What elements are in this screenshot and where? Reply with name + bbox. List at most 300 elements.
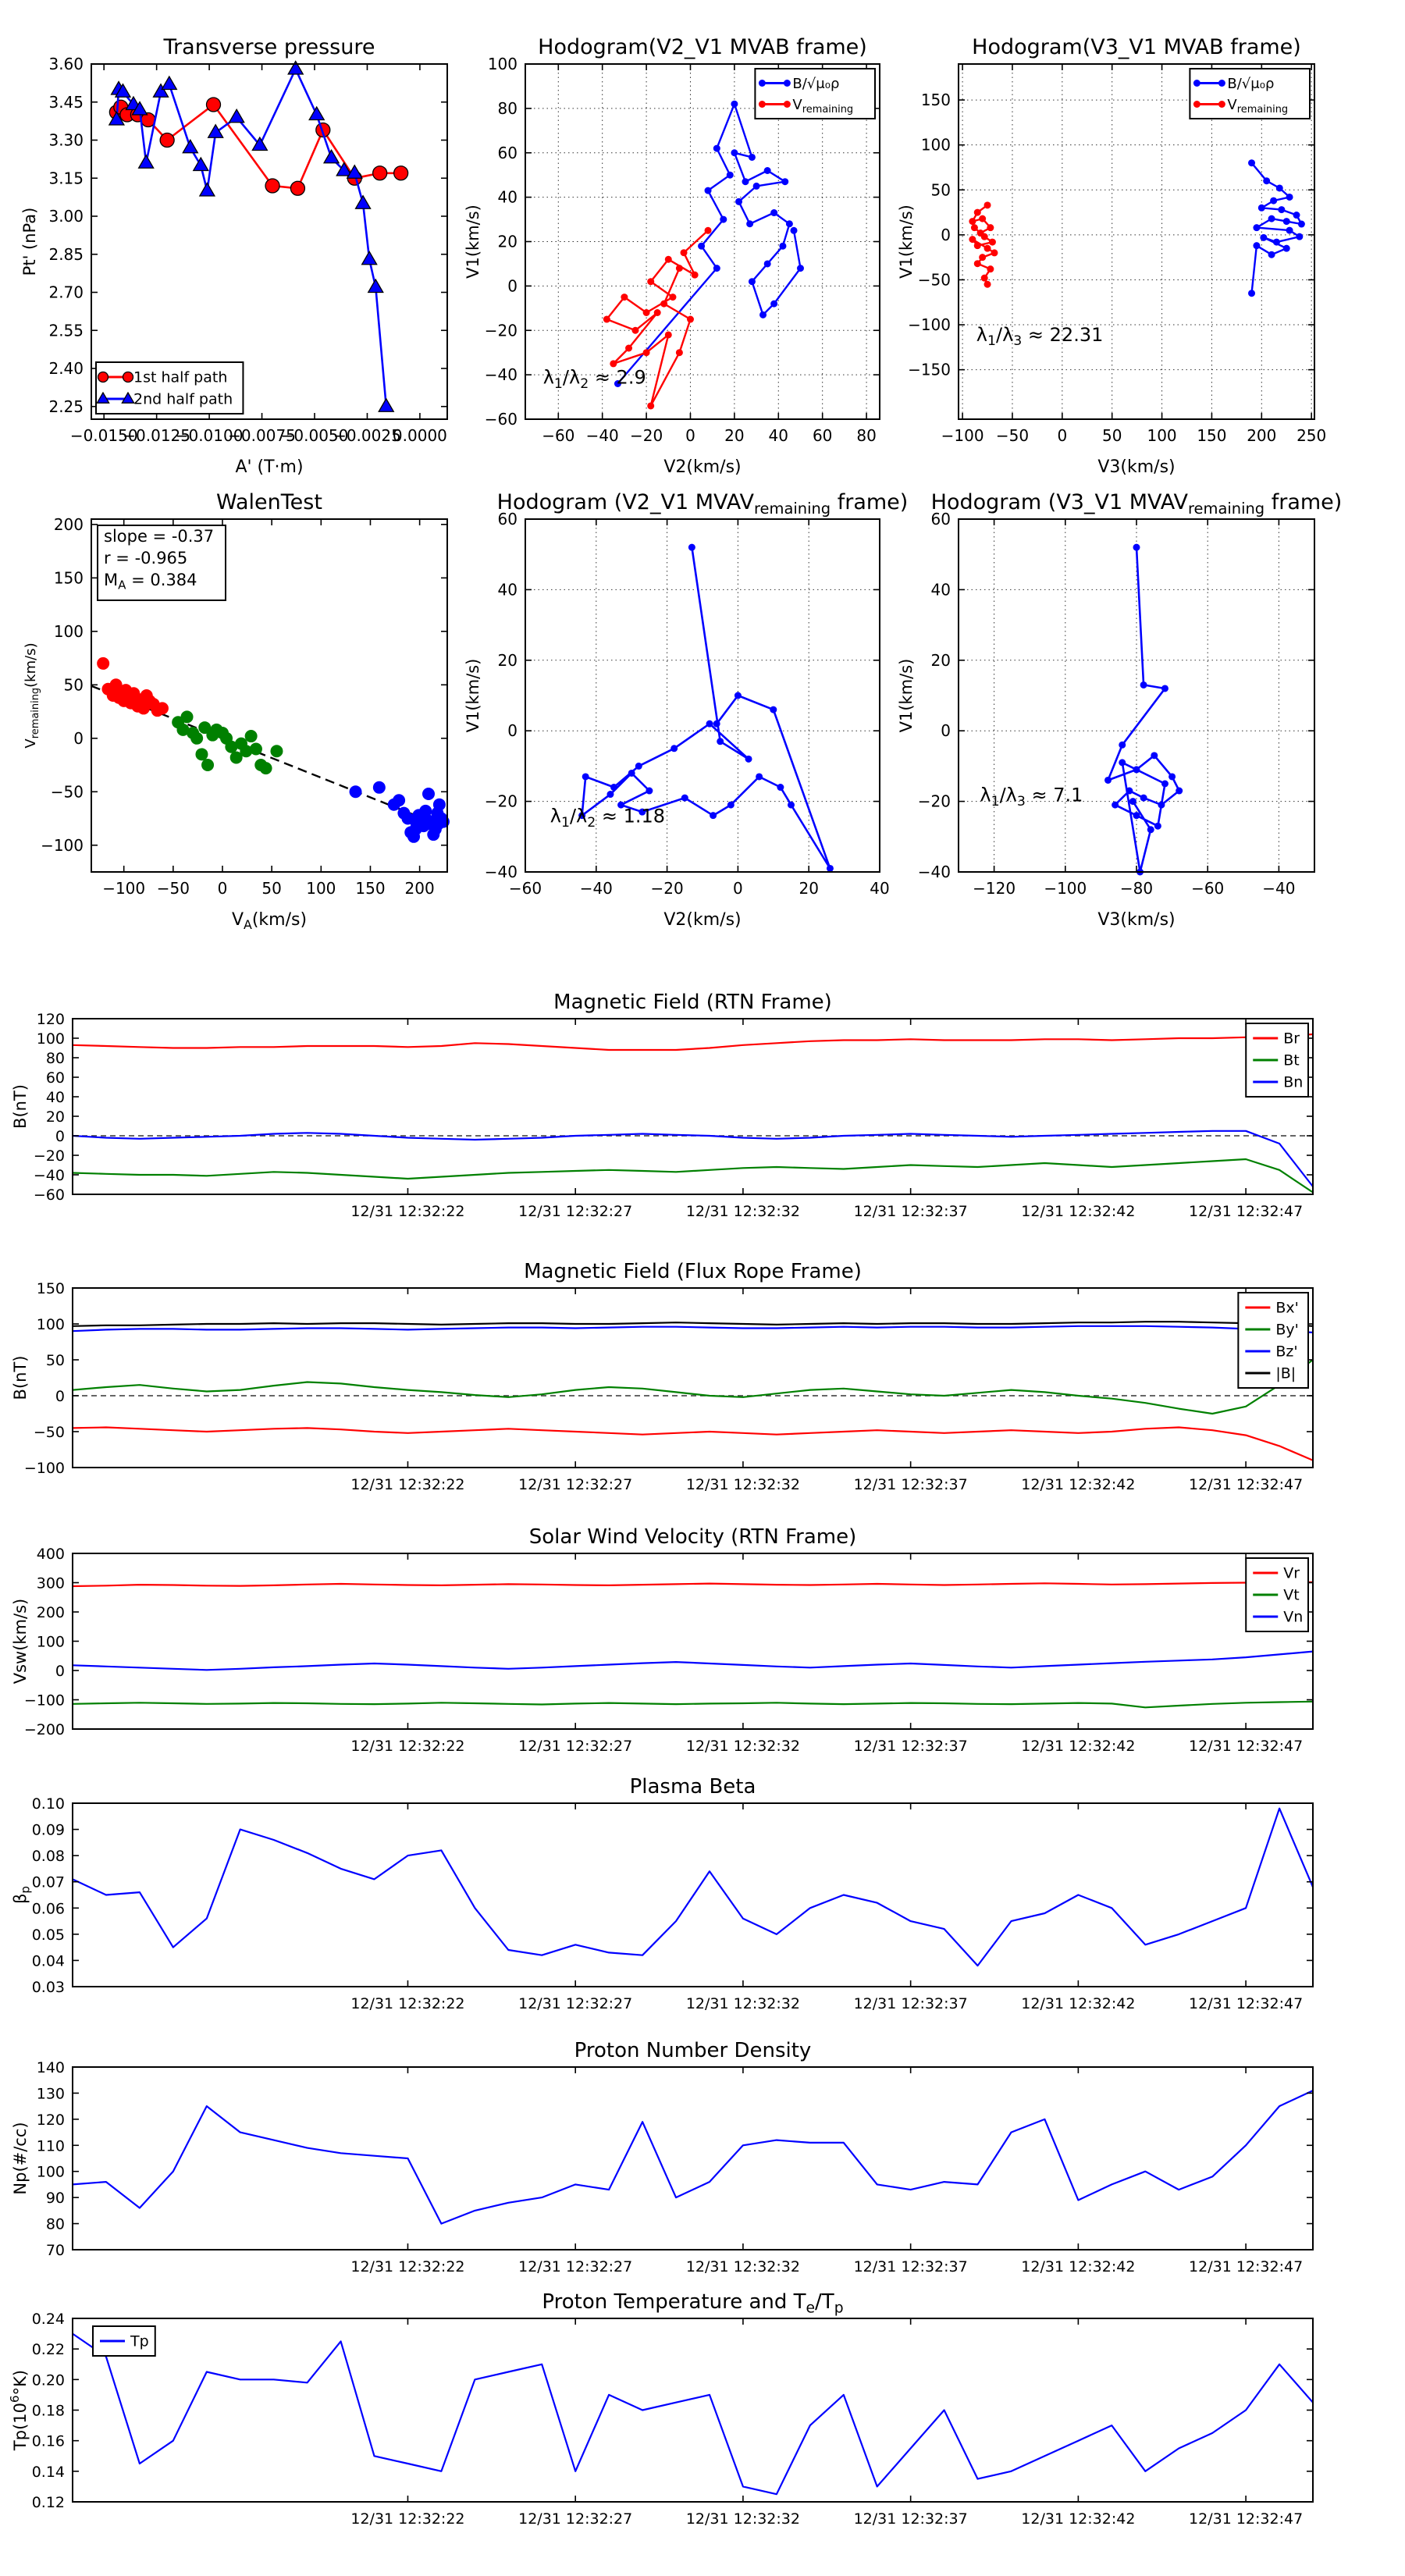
ytick-label: 60 (497, 510, 518, 528)
circle-marker (827, 865, 834, 872)
panel-title: Plasma Beta (629, 1775, 756, 1799)
ytick-label: 50 (63, 675, 84, 695)
circle-marker (987, 224, 994, 231)
series-b-over-sqrt-mu0rho (617, 104, 800, 383)
ytick-label: −40 (917, 863, 951, 881)
circle-marker (98, 372, 108, 382)
series-Vr (73, 1582, 1313, 1586)
legend-label: Vr (1283, 1564, 1300, 1582)
panel-transverse-pressure (20, 35, 447, 477)
circle-marker (717, 738, 724, 745)
xtick-label: 12/31 12:32:27 (518, 1995, 633, 2012)
ytick-label: 0 (55, 1128, 65, 1145)
ytick-label: 60 (45, 1069, 65, 1087)
circle-marker (784, 101, 791, 108)
ytick-label: 0.05 (31, 1926, 65, 1944)
ytick-label: 0.09 (31, 1821, 65, 1839)
ytick-label: −100 (908, 315, 951, 335)
ytick-label: 3.45 (48, 92, 84, 112)
circle-marker (984, 281, 991, 288)
triangle-marker (200, 183, 215, 197)
y-axis-label: Np(#/cc) (11, 2122, 30, 2195)
circle-marker (784, 80, 791, 87)
circle-marker (974, 242, 981, 249)
triangle-marker (139, 155, 154, 169)
triangle-marker (379, 399, 393, 412)
ytick-label: 140 (36, 2059, 65, 2076)
circle-marker (713, 265, 720, 272)
xtick-label: 12/31 12:32:47 (1189, 2258, 1304, 2275)
circle-marker (665, 256, 672, 263)
xtick-label: 12/31 12:32:37 (853, 2510, 968, 2528)
x-axis-label: V3(km/s) (1097, 910, 1176, 930)
circle-marker (770, 301, 777, 308)
circle-marker (1104, 777, 1112, 784)
circle-marker (160, 133, 174, 148)
xtick-label: −100 (102, 879, 146, 898)
circle-marker (647, 402, 654, 409)
ytick-label: −100 (23, 1460, 65, 1477)
xtick-label: −50 (156, 879, 190, 898)
circle-marker (646, 788, 653, 795)
ytick-label: 80 (45, 1050, 65, 1067)
xtick-label: −100 (941, 426, 984, 445)
xtick-label: 12/31 12:32:47 (1189, 1203, 1304, 1220)
circle-marker (969, 218, 976, 225)
y-axis-label: Vsw(km/s) (11, 1598, 30, 1685)
circle-marker (670, 745, 678, 752)
xtick-label: 12/31 12:32:42 (1021, 1203, 1136, 1220)
ytick-label: 80 (45, 2215, 65, 2233)
xtick-label: 20 (724, 426, 745, 445)
xtick-label: 20 (799, 879, 819, 898)
circle-marker (991, 249, 998, 256)
series-Bx-prime (73, 1428, 1313, 1461)
triangle-marker (356, 196, 371, 209)
xtick-label: 12/31 12:32:42 (1021, 2258, 1136, 2275)
ytick-label: 20 (497, 650, 518, 670)
circle-marker (1248, 290, 1255, 297)
xtick-label: 80 (856, 426, 877, 445)
xtick-label: 40 (768, 426, 789, 445)
ytick-label: 0 (941, 721, 951, 741)
ytick-label: 3.15 (48, 169, 84, 188)
xtick-label: 12/31 12:32:32 (685, 1476, 800, 1493)
ytick-label: −60 (484, 410, 518, 429)
xtick-label: 150 (1197, 426, 1227, 445)
xtick-label: 12/31 12:32:22 (350, 1476, 465, 1493)
xtick-label: 12/31 12:32:47 (1189, 2510, 1304, 2528)
xtick-label: 12/31 12:32:22 (350, 1738, 465, 1755)
xtick-label: 12/31 12:32:32 (685, 2510, 800, 2528)
legend-label: Tp (130, 2332, 149, 2350)
ytick-label: 0.18 (31, 2402, 65, 2420)
ytick-label: −20 (484, 792, 518, 811)
circle-marker (770, 706, 777, 713)
circle-marker (1218, 80, 1225, 87)
y-axis-label: V1(km/s) (464, 658, 482, 733)
legend-label: Bn (1283, 1073, 1304, 1091)
circle-marker (688, 544, 695, 551)
circle-marker (764, 167, 771, 174)
circle-marker (1263, 177, 1270, 184)
y-axis-label: $\beta_p$ (11, 1886, 33, 1904)
circle-marker (654, 309, 661, 316)
circle-marker (788, 802, 795, 809)
x-axis-label: V2(km/s) (663, 910, 742, 930)
circle-marker (987, 265, 994, 272)
xtick-label: −60 (1191, 879, 1225, 898)
triangle-marker (208, 125, 223, 138)
circle-marker (270, 745, 283, 757)
ytick-label: 200 (53, 514, 84, 534)
circle-marker (181, 710, 194, 723)
circle-marker (770, 209, 777, 216)
xtick-label: −40 (1262, 879, 1296, 898)
circle-marker (433, 799, 446, 811)
axes-frame (73, 2318, 1313, 2502)
ytick-label: 0 (55, 1388, 65, 1405)
axes-frame (73, 1288, 1313, 1468)
circle-marker (974, 209, 981, 216)
ytick-label: 120 (36, 2111, 65, 2129)
xtick-label: 0 (733, 879, 743, 898)
legend-label: 1st half path (133, 368, 228, 386)
xtick-label: −60 (508, 879, 542, 898)
xtick-label: 250 (1297, 426, 1327, 445)
circle-marker (786, 220, 793, 227)
circle-marker (1218, 101, 1225, 108)
circle-marker (1286, 227, 1293, 234)
xtick-label: 12/31 12:32:42 (1021, 1738, 1136, 1755)
circle-marker (759, 101, 766, 108)
xtick-label: −0.0150 (69, 426, 138, 445)
legend-label: Vt (1283, 1586, 1300, 1604)
ytick-label: 100 (36, 1030, 65, 1048)
ytick-label: 400 (36, 1546, 65, 1563)
series-Br (73, 1034, 1313, 1050)
circle-marker (749, 154, 756, 161)
circle-marker (373, 781, 386, 794)
ytick-label: 50 (45, 1352, 65, 1369)
xtick-label: 12/31 12:32:22 (350, 1203, 465, 1220)
y-axis-label: B(nT) (11, 1355, 30, 1400)
xtick-label: 12/31 12:32:32 (685, 1995, 800, 2012)
stats-line: slope = -0.37 (104, 527, 215, 546)
ytick-label: 150 (36, 1280, 65, 1297)
circle-marker (797, 265, 804, 272)
panel-title: Hodogram(V2_V1 MVAB frame) (538, 35, 867, 59)
ytick-label: 20 (45, 1108, 65, 1126)
legend-label: $V_{remaining}$ (792, 96, 854, 116)
ytick-label: 2.85 (48, 244, 84, 264)
panel-title: Transverse pressure (163, 35, 375, 59)
x-axis-label: A' (T·m) (235, 457, 304, 477)
circle-marker (1168, 773, 1176, 780)
ytick-label: −40 (33, 1167, 65, 1184)
circle-marker (1154, 823, 1161, 830)
ytick-label: 200 (36, 1604, 65, 1621)
circle-marker (981, 275, 988, 282)
legend-label: Vn (1283, 1608, 1304, 1626)
circle-marker (427, 828, 439, 841)
circle-marker (713, 720, 720, 728)
y-axis-label: V1(km/s) (897, 205, 916, 279)
circle-marker (394, 166, 408, 180)
ytick-label: −20 (917, 792, 951, 811)
circle-marker (647, 278, 654, 285)
ytick-label: 0 (941, 225, 951, 244)
circle-marker (1112, 802, 1119, 809)
xtick-label: 12/31 12:32:37 (853, 2258, 968, 2275)
series-By-prime (73, 1360, 1313, 1414)
circle-marker (1296, 233, 1303, 240)
xtick-label: 100 (306, 879, 336, 898)
panel-bfield-rtn (11, 991, 1313, 1220)
xtick-label: −0.0050 (280, 426, 349, 445)
circle-marker (635, 763, 642, 770)
circle-marker (710, 812, 717, 819)
circle-marker (1248, 159, 1255, 166)
circle-marker (625, 345, 632, 352)
xtick-label: −40 (579, 879, 613, 898)
xtick-label: −50 (995, 426, 1030, 445)
ytick-label: 100 (53, 621, 84, 641)
xtick-label: 0 (685, 426, 695, 445)
xtick-label: 40 (870, 879, 890, 898)
xtick-label: −0.0025 (333, 426, 401, 445)
series-beta-p (73, 1809, 1313, 1966)
triangle-marker (183, 140, 197, 153)
triangle-marker (229, 109, 244, 123)
circle-marker (1129, 798, 1136, 805)
ytick-label: −40 (484, 365, 518, 385)
ytick-label: 100 (487, 55, 518, 73)
legend-label: 2nd half path (133, 390, 233, 408)
circle-marker (190, 732, 203, 745)
xtick-label: −20 (650, 879, 684, 898)
circle-marker (1293, 212, 1300, 219)
ytick-label: 40 (45, 1089, 65, 1106)
circle-marker (643, 309, 650, 316)
circle-marker (1140, 795, 1147, 802)
xtick-label: 0 (217, 879, 228, 898)
circle-marker (1140, 681, 1147, 688)
xtick-label: 12/31 12:32:27 (518, 2510, 633, 2528)
series-Vt (73, 1702, 1313, 1708)
circle-marker (713, 145, 720, 152)
xtick-label: 12/31 12:32:42 (1021, 2510, 1136, 2528)
legend-label: Bt (1283, 1051, 1300, 1069)
panel-proton-temperature (8, 2290, 1313, 2528)
circle-marker (393, 794, 405, 806)
xtick-label: −100 (1044, 879, 1087, 898)
circle-marker (1258, 205, 1265, 212)
ytick-label: 110 (36, 2137, 65, 2155)
ytick-label: 0 (73, 728, 84, 748)
ytick-label: −150 (908, 360, 951, 379)
xtick-label: 12/31 12:32:47 (1189, 1476, 1304, 1493)
series-b-hodogram (1108, 547, 1179, 872)
circle-marker (984, 201, 991, 208)
x-axis-label: V2(km/s) (663, 457, 742, 477)
circle-marker (731, 101, 738, 108)
circle-marker (759, 311, 767, 318)
stats-line: r = -0.965 (104, 549, 188, 568)
xtick-label: −20 (629, 426, 663, 445)
panel-title: Magnetic Field (RTN Frame) (553, 991, 832, 1014)
ytick-label: 2.70 (48, 283, 84, 302)
stats-line: $M_A = 0.384$ (104, 571, 197, 592)
circle-marker (1298, 221, 1305, 228)
series-Bn (73, 1131, 1313, 1187)
circle-marker (687, 316, 694, 323)
circle-marker (631, 327, 638, 334)
circle-marker (676, 265, 683, 272)
xtick-label: 200 (404, 879, 435, 898)
series-Vn (73, 1652, 1313, 1670)
circle-marker (1147, 826, 1154, 833)
xtick-label: 12/31 12:32:22 (350, 2510, 465, 2528)
ytick-label: 50 (930, 180, 951, 200)
circle-marker (1161, 781, 1168, 788)
ytick-label: −60 (33, 1187, 65, 1204)
xtick-label: 12/31 12:32:27 (518, 1476, 633, 1493)
circle-marker (373, 166, 387, 180)
series-Tp (73, 2334, 1313, 2495)
panel-title: Proton Number Density (574, 2039, 812, 2062)
ytick-label: 150 (920, 91, 951, 110)
circle-marker (260, 762, 272, 774)
xtick-label: 60 (812, 426, 833, 445)
xtick-label: 12/31 12:32:27 (518, 2258, 633, 2275)
circle-marker (669, 294, 676, 301)
circle-marker (1158, 802, 1165, 809)
circle-marker (1161, 685, 1168, 692)
triangle-marker (362, 251, 377, 265)
circle-marker (746, 220, 753, 227)
ytick-label: 0.24 (31, 2311, 65, 2328)
circle-marker (1253, 224, 1260, 231)
ytick-label: 80 (497, 98, 518, 118)
ytick-label: 2.40 (48, 359, 84, 378)
circle-marker (660, 301, 667, 308)
circle-marker (971, 224, 978, 231)
circle-marker (735, 198, 742, 205)
circle-marker (791, 227, 798, 234)
circle-marker (1270, 197, 1277, 205)
circle-marker (749, 278, 756, 285)
xtick-label: 12/31 12:32:37 (853, 1203, 968, 1220)
triangle-marker (309, 107, 324, 120)
ytick-label: 3.00 (48, 207, 84, 226)
circle-marker (727, 172, 734, 179)
xtick-label: 12/31 12:32:37 (853, 1738, 968, 1755)
circle-marker (665, 331, 672, 338)
circle-marker (731, 149, 738, 156)
circle-marker (681, 795, 688, 802)
circle-marker (1133, 812, 1140, 819)
ytick-label: 0.07 (31, 1873, 65, 1891)
legend-label: Br (1283, 1030, 1300, 1048)
ytick-label: 150 (53, 568, 84, 588)
circle-marker (1273, 239, 1280, 246)
xtick-label: 50 (1101, 426, 1122, 445)
panel-walen-test (23, 490, 450, 932)
ytick-label: −100 (23, 1692, 65, 1710)
panel-title: Solar Wind Velocity (RTN Frame) (528, 1525, 857, 1549)
circle-marker (969, 236, 976, 243)
axes-frame (73, 2067, 1313, 2250)
ytick-label: 70 (45, 2242, 65, 2259)
ytick-label: 130 (36, 2085, 65, 2103)
xtick-label: 12/31 12:32:32 (685, 2258, 800, 2275)
triangle-marker (162, 76, 176, 90)
ytick-label: 40 (497, 187, 518, 207)
circle-marker (979, 215, 986, 222)
lambda-annotation: $\lambda_1/\lambda_2 \approx 1.18$ (550, 805, 666, 831)
xtick-label: −80 (1119, 879, 1154, 898)
circle-marker (422, 788, 435, 800)
xtick-label: 50 (261, 879, 282, 898)
ytick-label: −50 (917, 270, 951, 290)
circle-marker (410, 823, 422, 835)
xtick-label: 12/31 12:32:22 (350, 1995, 465, 2012)
xtick-label: 12/31 12:32:47 (1189, 1995, 1304, 2012)
circle-marker (1268, 251, 1275, 258)
ytick-label: 20 (930, 650, 951, 670)
y-axis-label: Pt' (nPa) (20, 207, 39, 276)
circle-marker (610, 784, 617, 791)
circle-marker (1276, 184, 1283, 191)
xtick-label: −60 (542, 426, 575, 445)
ytick-label: −20 (33, 1147, 65, 1165)
y-axis-label: $Tp(10^6^\circ K)$ (8, 2369, 30, 2451)
xtick-label: 12/31 12:32:22 (350, 2258, 465, 2275)
series-Np (73, 2090, 1313, 2224)
circle-marker (603, 316, 610, 323)
xtick-label: 12/31 12:32:32 (685, 1738, 800, 1755)
panel-vsw-rtn (11, 1525, 1313, 1755)
circle-marker (1286, 194, 1293, 201)
ytick-label: 0.12 (31, 2494, 65, 2511)
xtick-label: 150 (355, 879, 386, 898)
circle-marker (350, 785, 362, 798)
xtick-label: −40 (585, 426, 619, 445)
series-Bt (73, 1159, 1313, 1193)
ytick-label: 3.30 (48, 130, 84, 150)
circle-marker (779, 243, 786, 250)
circle-marker (1119, 759, 1126, 766)
circle-marker (781, 178, 788, 185)
ytick-label: 0.20 (31, 2371, 65, 2389)
panel-title: Proton Temperature and $T_e/T_p$ (542, 2290, 844, 2317)
ytick-label: −200 (23, 1721, 65, 1738)
circle-marker (1283, 245, 1290, 252)
xtick-label: −0.0125 (123, 426, 191, 445)
panel-title: Hodogram(V3_V1 MVAB frame) (972, 35, 1301, 59)
circle-marker (201, 759, 214, 771)
xtick-label: 12/31 12:32:32 (685, 1203, 800, 1220)
legend-label: By' (1275, 1321, 1299, 1339)
xtick-label: 12/31 12:32:37 (853, 1995, 968, 2012)
circle-marker (989, 239, 996, 246)
circle-marker (753, 183, 760, 190)
circle-marker (1260, 234, 1267, 241)
circle-marker (979, 254, 986, 261)
xtick-label: 12/31 12:32:27 (518, 1203, 633, 1220)
ytick-label: 3.60 (48, 55, 84, 73)
